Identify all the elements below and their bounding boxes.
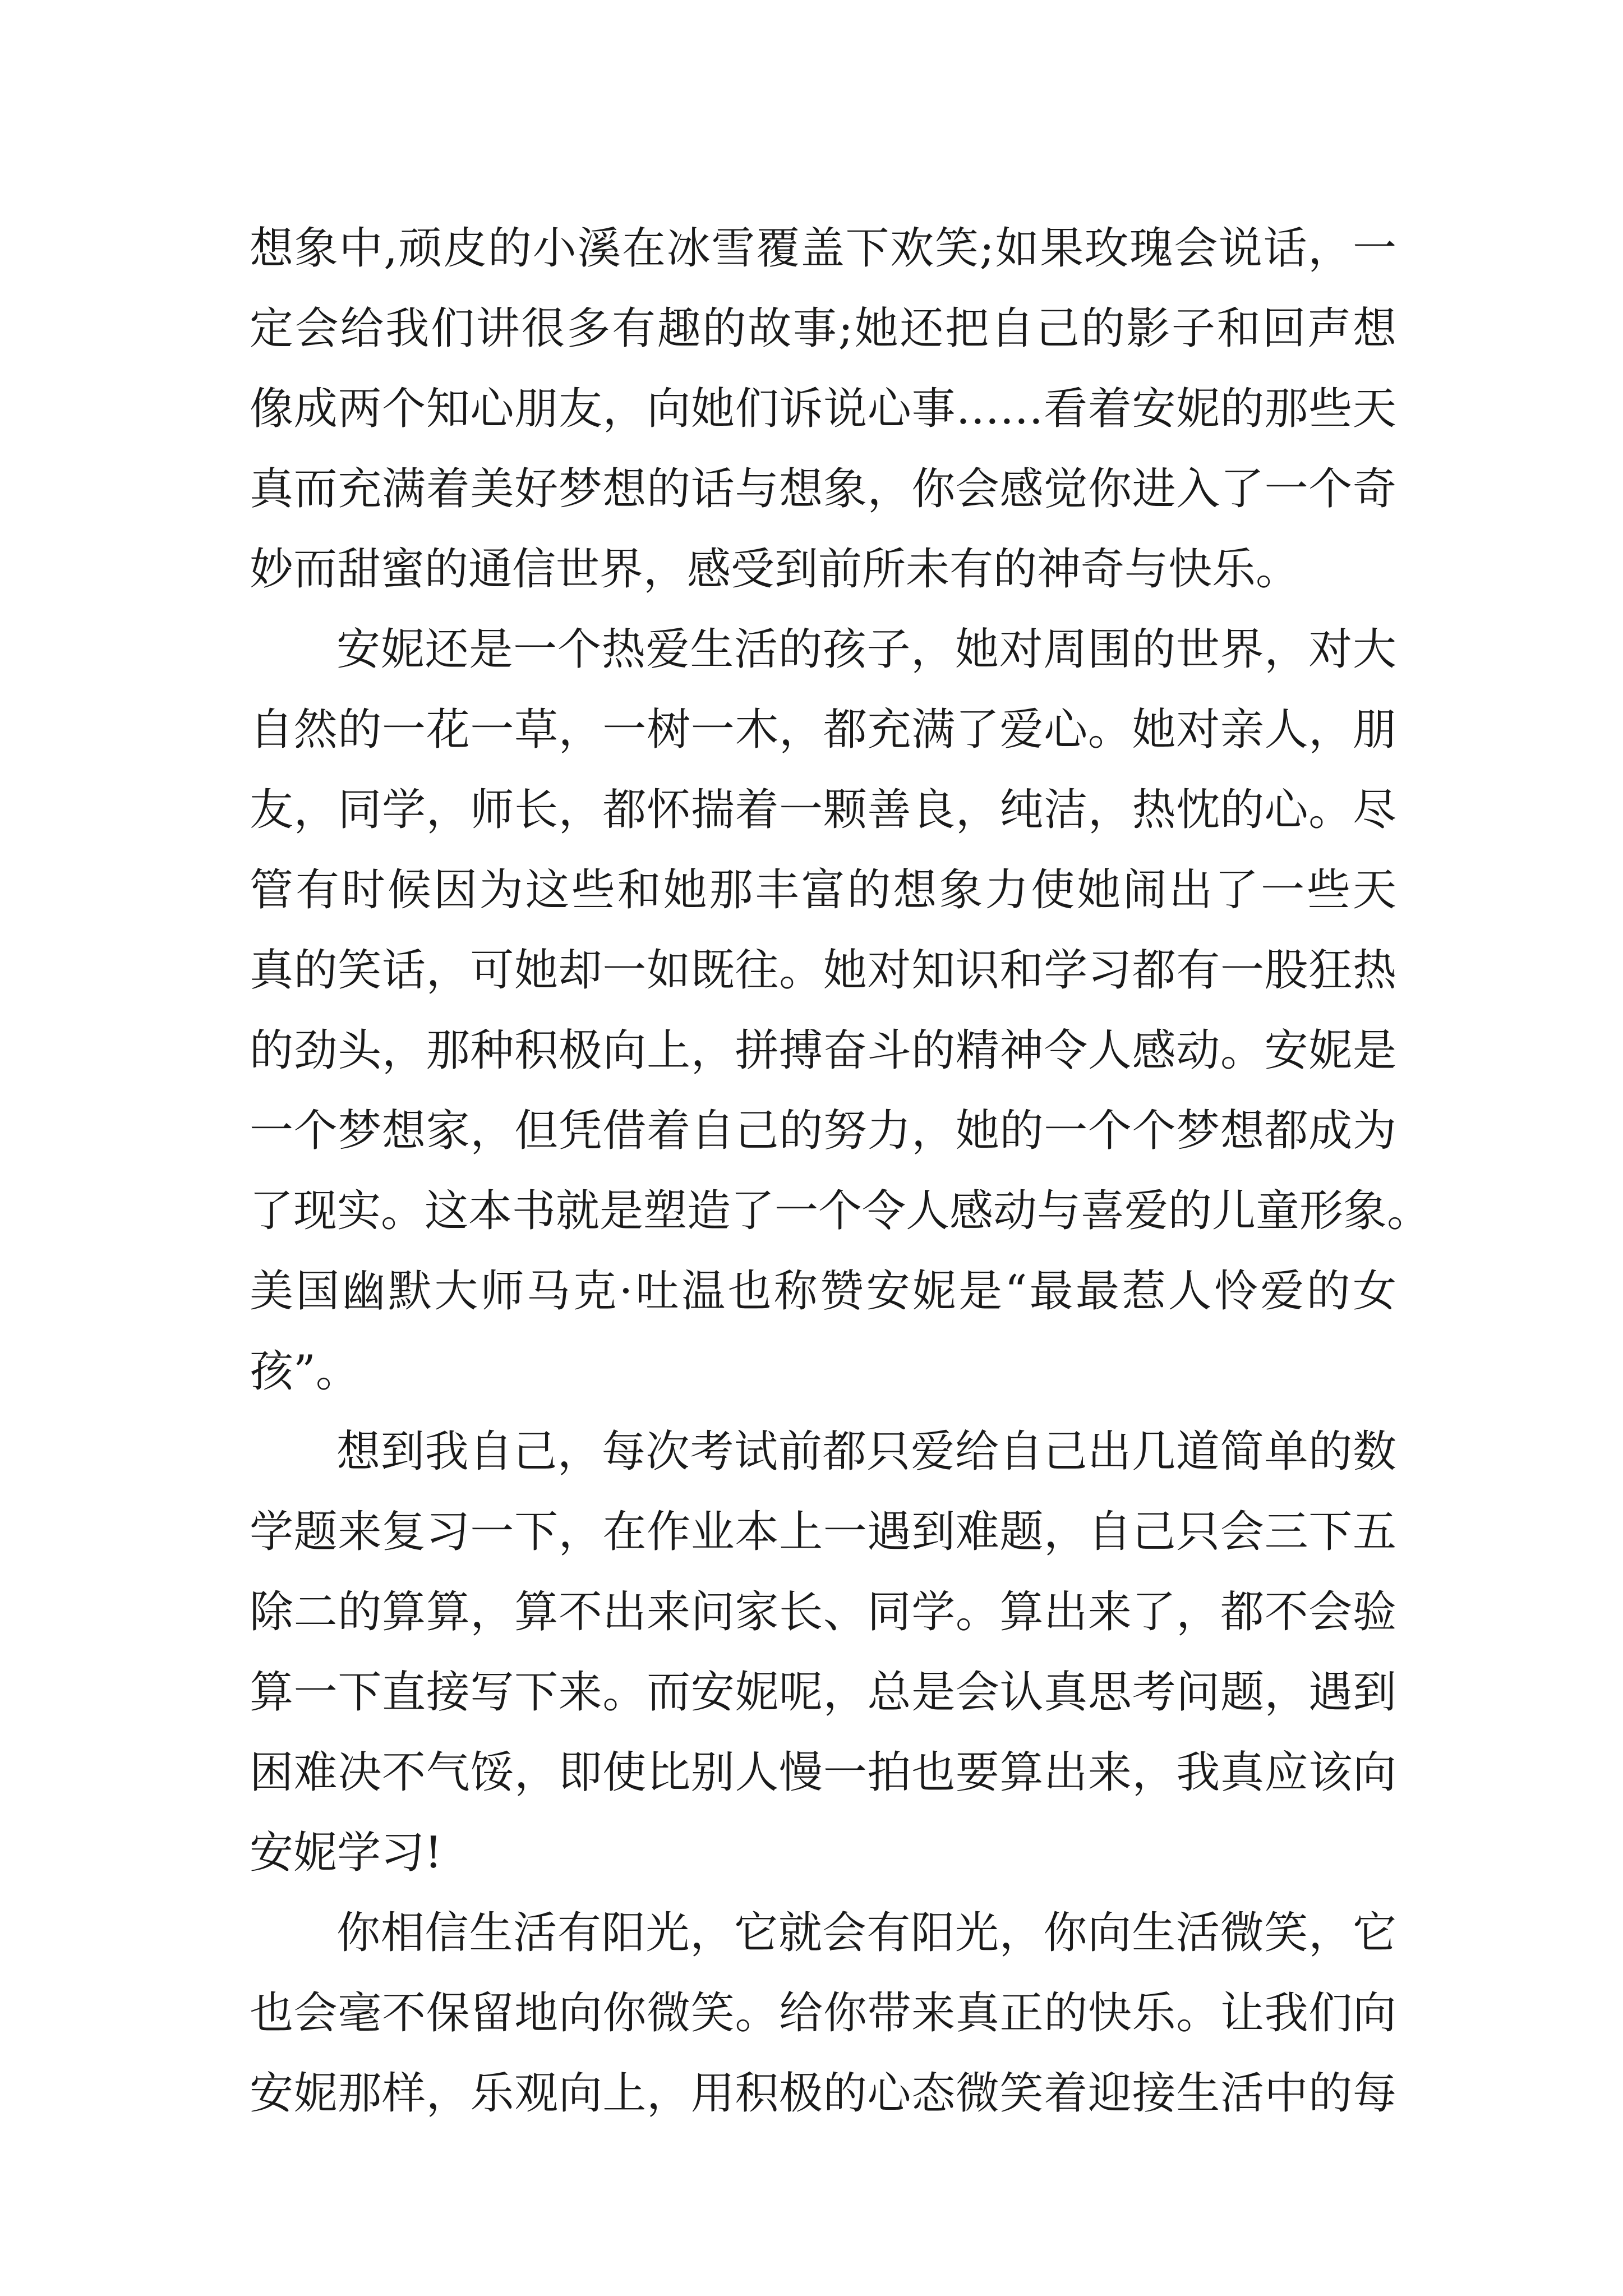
text-line: 孩”。	[250, 1346, 359, 1397]
text-line: 安妮那样，乐观向上，用积极的心态微笑着迎接生活中的每	[250, 2068, 1396, 2119]
text-line: 了现实。这本书就是塑造了一个令人感动与喜爱的儿童形象。	[250, 1186, 1431, 1236]
text-line: 真的笑话，可她却一如既往。她对知识和学习都有一股狂热	[250, 945, 1396, 996]
text-line: 一个梦想家，但凭借着自己的努力，她的一个个梦想都成为	[250, 1106, 1396, 1156]
text-line: 想象中,顽皮的小溪在冰雪覆盖下欢笑;如果玫瑰会说话，一	[250, 223, 1396, 274]
text-line: 定会给我们讲很多有趣的故事;她还把自己的影子和回声想	[250, 303, 1396, 354]
text-line: 自然的一花一草，一树一木，都充满了爱心。她对亲人，朋	[250, 705, 1396, 755]
text-line: 的劲头，那种积极向上，拼搏奋斗的精神令人感动。安妮是	[250, 1025, 1396, 1076]
text-line: 美国幽默大师马克·吐温也称赞安妮是“最最惹人怜爱的女	[250, 1266, 1396, 1317]
paragraph-first-line: 想到我自己，每次考试前都只爱给自己出几道简单的数	[336, 1427, 1396, 1477]
text-line: 困难决不气馁，即使比别人慢一拍也要算出来，我真应该向	[250, 1747, 1396, 1798]
text-line: 除二的算算，算不出来问家长、同学。算出来了，都不会验	[250, 1587, 1396, 1637]
text-line: 真而充满着美好梦想的话与想象，你会感觉你进入了一个奇	[250, 464, 1396, 514]
text-line: 也会毫不保留地向你微笑。给你带来真正的快乐。让我们向	[250, 1988, 1396, 2039]
text-line: 管有时候因为这些和她那丰富的想象力使她闹出了一些天	[250, 865, 1396, 915]
text-line: 妙而甜蜜的通信世界，感受到前所未有的神奇与快乐。	[250, 544, 1300, 595]
text-line: 像成两个知心朋友，向她们诉说心事……看着安妮的那些天	[250, 384, 1396, 434]
text-line: 算一下直接写下来。而安妮呢，总是会认真思考问题，遇到	[250, 1667, 1396, 1718]
text-line: 友，同学，师长，都怀揣着一颗善良，纯洁，热忱的心。尽	[250, 785, 1396, 835]
text-line: 学题来复习一下，在作业本上一遇到难题，自己只会三下五	[250, 1507, 1396, 1557]
text-line: 安妮学习!	[250, 1828, 442, 1878]
body-text	[250, 209, 1431, 2134]
paragraph-first-line: 安妮还是一个热爱生活的孩子，她对周围的世界，对大	[336, 624, 1396, 675]
paragraph-first-line: 你相信生活有阳光，它就会有阳光，你向生活微笑，它	[336, 1908, 1396, 1958]
